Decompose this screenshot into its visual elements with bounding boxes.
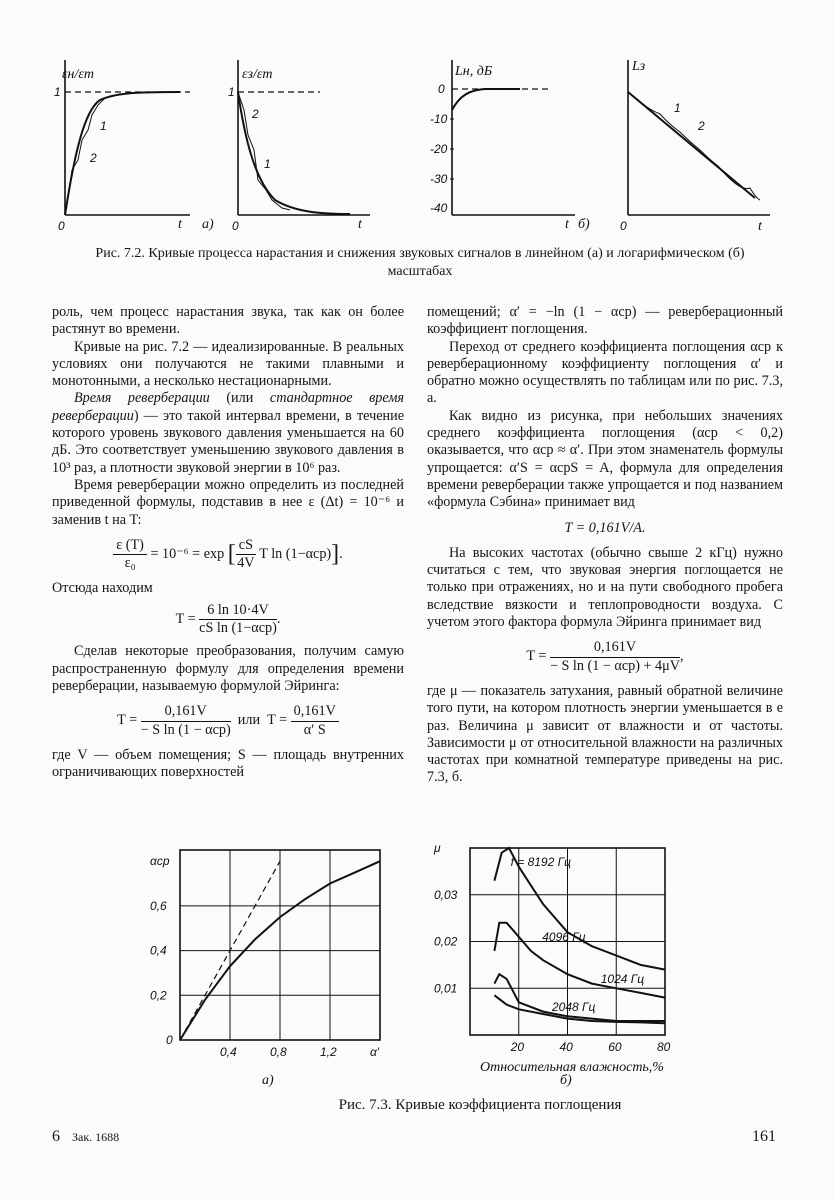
x-label: Относительная влажность,% <box>480 1060 664 1075</box>
curve-1 <box>65 92 180 215</box>
fig73-chart-b <box>430 840 690 1080</box>
curve-label-1: 1 <box>674 101 681 115</box>
series-label-1: 4096 Гц <box>542 929 586 944</box>
y-tick-3: αср <box>150 854 170 869</box>
y-label: Lз <box>632 59 646 74</box>
curve-label-2: 2 <box>90 151 97 165</box>
page-number: 161 <box>752 1128 776 1145</box>
curve-label-2: 2 <box>252 107 259 121</box>
series-label-3: 2048 Гц <box>552 999 596 1014</box>
x-tick-3: 80 <box>657 1040 671 1054</box>
term-reverb-time: Время реверберации <box>74 390 210 407</box>
x-tick-3: α′ <box>370 1045 380 1059</box>
x-tick-2: 60 <box>608 1040 622 1054</box>
left-column <box>52 304 404 781</box>
y-tick-0: 0,2 <box>150 988 167 1003</box>
series-label-2: 1024 Гц <box>600 971 645 986</box>
left-p1: роль, чем процесс нарастания звука, так как он более растянут во времени. <box>52 304 404 338</box>
fig72-caption: Рис. 7.2. Кривые процесса нарастания и снижения звуковых сигналов в линейном (а) и логарифмическом (б) масштабах <box>95 246 745 279</box>
x-tick-2: 1,2 <box>320 1045 337 1059</box>
series-label-0: f = 8192 Гц <box>510 855 571 870</box>
y-tick: 1 <box>54 85 61 99</box>
left-p6: Сделав некоторые преобразования, получим самую распространенную формулу для определения времени реверберации, называемую формулой Эйринга: <box>52 643 404 694</box>
left-p3-rest: ) — это такой интервал времени, в течение которого уровень звукового давления уменьшается на 60 дБ. Это соответствует уменьшению звукового давления в 10³ раз, а плотности звуковой энергии в 10⁶ раз. <box>52 407 404 476</box>
left-p2: Кривые на рис. 7.2 — идеализированные. В реальных условиях они получаются не такими плавными и монотонными, а несколько нестационарными. <box>52 338 404 390</box>
right-p2: Переход от среднего коэффициента поглощения αср к реверберационному коэффициенту поглощения α′ и обратно можно осуществлять по таблицам или по рис. 7.3, а. <box>427 338 783 407</box>
left-p5: Отсюда находим <box>52 580 153 597</box>
x-tick-1: 0,8 <box>270 1045 287 1059</box>
y-label: εз/εт <box>242 67 273 82</box>
y-tick-0: 0 <box>438 82 445 96</box>
x-tick-1: 40 <box>559 1040 573 1054</box>
fig73-panel-b-label: б) <box>560 1073 572 1088</box>
x-label: t <box>178 217 182 232</box>
y-tick-3: μ <box>434 841 441 855</box>
fig73-panel-a-label: а) <box>262 1073 274 1088</box>
curve-label-1: 1 <box>100 119 107 133</box>
y-tick-0: 0,01 <box>434 981 458 996</box>
curve-2 <box>238 92 290 210</box>
right-p1: помещений; α′ = −ln (1 − αср) — реверберационный коэффициент поглощения. <box>427 304 783 338</box>
fig73-chart-a <box>150 840 390 1070</box>
x-label: t <box>358 217 362 232</box>
curve-label-1: 1 <box>264 157 271 171</box>
signature-mark: 6 <box>52 1128 60 1145</box>
fig73-caption: Рис. 7.3. Кривые коэффициента поглощения <box>338 1097 622 1113</box>
right-p5: где μ — показатель затухания, равный обратной величине того пути, на котором плотность энергии уменьшается в e раз. Величина μ зависит от влажности и от частоты. Зависимости μ от относительной влажности на различных частотах при комнатной температуре приведены на рис. 7.3, б. <box>427 682 783 786</box>
right-p3: Как видно из рисунка, при небольших значениях среднего коэффициента поглощения (αср < 0,2) оказывается, что αср ≈ α′. При этом знаменатель формулы упрощается: α′S = αсрS = A, формула для определения времени реверберации также упрощается и под названием «формула Сэбина» принимает вид <box>427 407 783 511</box>
fig72-panel-b-label: б) <box>578 217 590 232</box>
y-tick-20: -20 <box>430 142 448 156</box>
term-standard: стандартное время реверберации <box>52 390 404 424</box>
curve-label-2: 2 <box>698 119 705 133</box>
curve-2 <box>65 98 105 215</box>
fig72-chart-b2 <box>610 50 780 234</box>
y-ticks <box>430 82 448 215</box>
origin: 0 <box>232 219 239 233</box>
curve <box>452 89 520 110</box>
x-tick-0: 0,4 <box>220 1045 237 1059</box>
x-label: t <box>565 217 569 232</box>
fig72-chart-b1 <box>410 50 580 230</box>
y-tick: 1 <box>228 85 235 99</box>
equation-3: T = 0,161V − S ln (1 − αср) или T = $\frac{0,161V}{\alpha' S}$ <box>52 703 404 739</box>
fig72-chart-a2 <box>220 50 380 233</box>
y-tick-1: 0,02 <box>434 934 458 949</box>
equation-1: $\frac{\varepsilon (T)}{\text{ε₀}}$ = 10⁻⁶ = exp [ $\frac{cS}{4V}$ T ln (1−αср)]. <box>52 537 404 573</box>
order-number: Зак. 1688 <box>72 1130 120 1144</box>
paren: (или <box>226 390 254 407</box>
right-p4: На высоких частотах (обычно свыше 2 кГц) нужно считаться с тем, что звуковая энергия поглощается не только при отражениях, но и на пути свободного пробега вследствие вязкости и теплопроводности воздуха. С учетом этого фактора формула Эйринга принимает вид <box>427 544 783 631</box>
origin: 0 <box>620 219 627 233</box>
y-label: Lн, дБ <box>455 64 493 79</box>
left-p7: где V — объем помещения; S — площадь внутренних ограничивающих поверхностей <box>52 746 404 781</box>
left-p3 <box>52 390 404 476</box>
y-tick-40: -40 <box>430 201 448 215</box>
y-label: εн/εт <box>62 67 94 82</box>
x-tick-0: 20 <box>510 1040 525 1054</box>
y-tick-1: 0,4 <box>150 943 167 958</box>
y-tick-10: -10 <box>430 112 448 126</box>
fig72-chart-a1 <box>40 50 200 233</box>
left-p4: Время реверберации можно определить из последней приведенной формулы, подставив в нее ε (Δt) = 10⁻⁶ и заменив t на T: <box>52 476 404 528</box>
fig72-panel-a-label: а) <box>202 217 214 232</box>
equation-2: T = 6 ln 10·4V cS ln (1−αср) . <box>175 601 281 637</box>
equation-4: T = 0,161V/A. <box>564 519 646 536</box>
y-tick-2: 0,03 <box>434 887 458 902</box>
x-label: t <box>758 219 762 234</box>
origin: 0 <box>58 219 65 233</box>
y-tick-30: -30 <box>430 172 448 186</box>
origin-label: 0 <box>166 1033 173 1047</box>
equation-5: T = 0,161V − S ln (1 − αср) + 4μV , <box>526 639 684 674</box>
y-tick-2: 0,6 <box>150 898 167 913</box>
curve-1 <box>628 92 755 198</box>
right-column <box>427 304 783 787</box>
